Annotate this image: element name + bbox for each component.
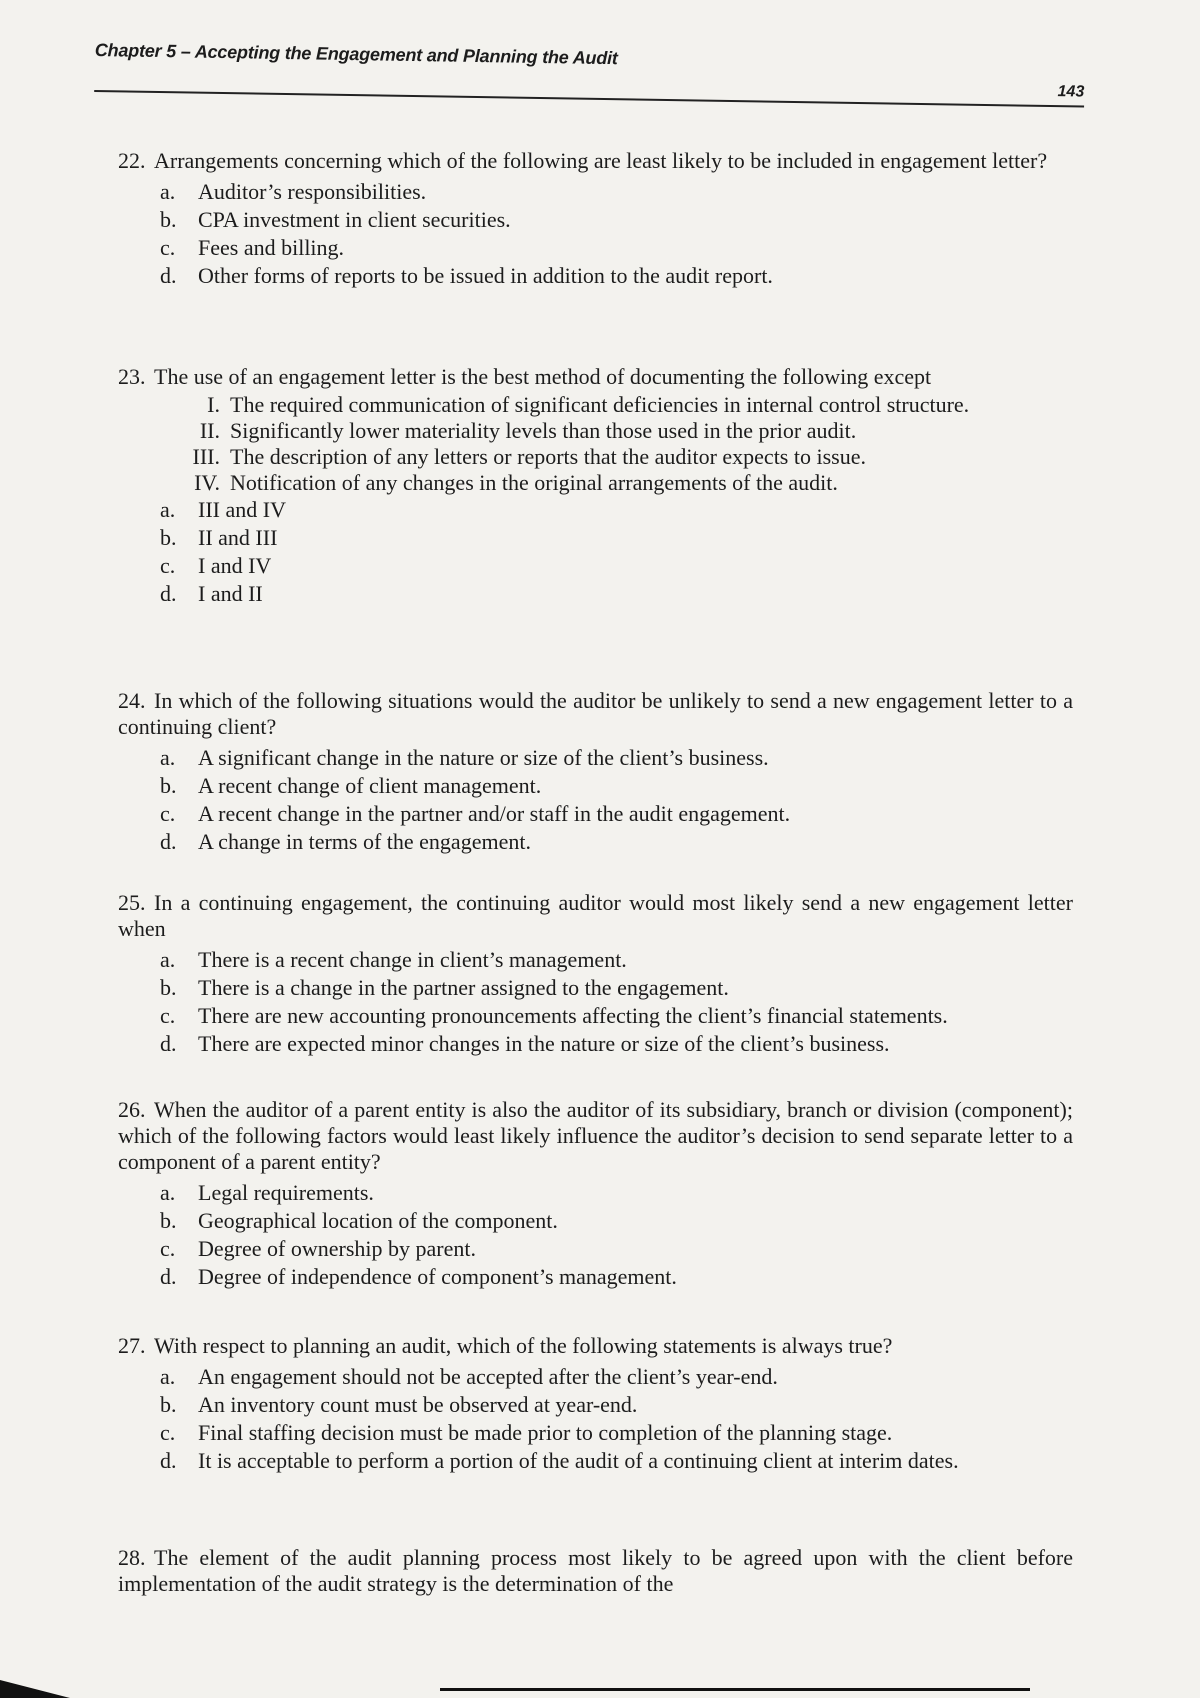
option-text: II and III	[198, 525, 278, 550]
statement-number: III.	[192, 444, 220, 469]
option-letter: d.	[160, 263, 177, 288]
statement-number: I.	[207, 392, 220, 417]
option-letter: c.	[160, 553, 176, 578]
statement-i	[178, 392, 1073, 418]
option-b	[160, 1207, 1073, 1235]
footer-rule	[440, 1688, 1030, 1691]
statement-ii	[178, 418, 1073, 444]
question-22	[118, 148, 1073, 290]
option-letter: b.	[160, 1392, 177, 1417]
roman-statements	[118, 392, 1073, 496]
statement-text: Notification of any changes in the original arrangements of the audit.	[230, 470, 838, 495]
option-c	[160, 1419, 1073, 1447]
question-25	[118, 890, 1073, 1058]
question-text: When the auditor of a parent entity is also the auditor of its subsidiary, branch or division (component); which of the following factors would least likely influence the auditor’s decision to send separate letter to a component of a parent entity?	[118, 1097, 1073, 1174]
option-a	[160, 1179, 1073, 1207]
question-text: The element of the audit planning process most likely to be agreed upon with the client before implementation of the audit strategy is the determination of the	[118, 1545, 1073, 1596]
option-text: There are new accounting pronouncements affecting the client’s financial statements.	[198, 1003, 948, 1028]
statement-text: The description of any letters or reports that the auditor expects to issue.	[230, 444, 866, 469]
option-letter: b.	[160, 1208, 177, 1233]
option-c	[160, 552, 1073, 580]
corner-shadow	[0, 1680, 70, 1698]
answer-options	[118, 496, 1073, 608]
option-text: Degree of independence of component’s management.	[198, 1264, 677, 1289]
answer-options	[118, 1363, 1073, 1475]
option-letter: b.	[160, 773, 177, 798]
question-number: 23.	[118, 364, 146, 389]
option-b	[160, 1391, 1073, 1419]
option-letter: a.	[160, 1180, 176, 1205]
option-letter: d.	[160, 829, 177, 854]
question-text: Arrangements concerning which of the following are least likely to be included in engagement letter?	[154, 148, 1048, 173]
option-letter: d.	[160, 1031, 177, 1056]
option-letter: c.	[160, 1420, 176, 1445]
option-letter: a.	[160, 179, 176, 204]
option-c	[160, 1235, 1073, 1263]
answer-options	[118, 744, 1073, 856]
option-text: A recent change in the partner and/or staff in the audit engagement.	[198, 801, 791, 826]
option-d	[160, 580, 1073, 608]
option-b	[160, 524, 1073, 552]
option-c	[160, 1002, 1073, 1030]
question-text: In a continuing engagement, the continuing auditor would most likely send a new engagement letter when	[118, 890, 1073, 941]
question-number: 26.	[118, 1097, 146, 1122]
option-b	[160, 206, 1073, 234]
option-a	[160, 178, 1073, 206]
page-number: 143	[1057, 83, 1085, 101]
question-27	[118, 1333, 1073, 1475]
option-text: There is a recent change in client’s management.	[198, 947, 627, 972]
question-stem	[118, 1545, 1073, 1597]
option-d	[160, 828, 1073, 856]
option-letter: c.	[160, 235, 176, 260]
option-text: Final staffing decision must be made prior to completion of the planning stage.	[198, 1420, 893, 1445]
answer-options	[118, 946, 1073, 1058]
statement-iii	[178, 444, 1073, 470]
answer-options	[118, 1179, 1073, 1291]
option-text: A significant change in the nature or size of the client’s business.	[198, 745, 769, 770]
option-d	[160, 1030, 1073, 1058]
option-letter: a.	[160, 947, 176, 972]
question-stem	[118, 148, 1073, 174]
question-text: With respect to planning an audit, which of the following statements is always true?	[154, 1333, 893, 1358]
option-a	[160, 1363, 1073, 1391]
statement-text: Significantly lower materiality levels than those used in the prior audit.	[230, 418, 857, 443]
answer-options	[118, 178, 1073, 290]
statement-number: II.	[199, 418, 220, 443]
option-text: Geographical location of the component.	[198, 1208, 558, 1233]
option-a	[160, 496, 1073, 524]
option-b	[160, 772, 1073, 800]
option-letter: c.	[160, 1236, 176, 1261]
question-text: In which of the following situations would the auditor be unlikely to send a new engagement letter to a continuing client?	[118, 688, 1073, 739]
option-a	[160, 744, 1073, 772]
question-number: 22.	[118, 148, 146, 173]
option-text: CPA investment in client securities.	[198, 207, 511, 232]
option-b	[160, 974, 1073, 1002]
option-letter: b.	[160, 207, 177, 232]
running-header	[94, 40, 1085, 116]
option-text: A change in terms of the engagement.	[198, 829, 531, 854]
option-letter: d.	[160, 1264, 177, 1289]
chapter-title: Chapter 5 – Accepting the Engagement and Planning the Audit	[94, 40, 618, 69]
option-letter: b.	[160, 975, 177, 1000]
option-c	[160, 234, 1073, 262]
question-stem	[118, 364, 1073, 390]
option-text: Auditor’s responsibilities.	[198, 179, 427, 204]
question-28	[118, 1545, 1073, 1597]
option-text: There are expected minor changes in the nature or size of the client’s business.	[198, 1031, 890, 1056]
question-stem	[118, 1333, 1073, 1359]
question-23	[118, 364, 1073, 608]
option-letter: d.	[160, 1448, 177, 1473]
option-text: Other forms of reports to be issued in addition to the audit report.	[198, 263, 773, 288]
option-letter: a.	[160, 745, 176, 770]
question-number: 25.	[118, 890, 146, 915]
option-d	[160, 1447, 1073, 1475]
option-letter: a.	[160, 497, 176, 522]
question-stem	[118, 688, 1073, 740]
option-letter: b.	[160, 525, 177, 550]
question-number: 24.	[118, 688, 146, 713]
question-stem	[118, 1097, 1073, 1175]
statement-number: IV.	[194, 470, 220, 495]
option-c	[160, 800, 1073, 828]
question-26	[118, 1097, 1073, 1291]
question-24	[118, 688, 1073, 856]
option-text: An engagement should not be accepted after the client’s year-end.	[198, 1364, 778, 1389]
option-text: I and IV	[198, 553, 272, 578]
option-letter: c.	[160, 801, 176, 826]
option-letter: d.	[160, 581, 177, 606]
option-a	[160, 946, 1073, 974]
option-d	[160, 1263, 1073, 1291]
option-text: It is acceptable to perform a portion of the audit of a continuing client at interim dates.	[198, 1448, 959, 1473]
option-text: There is a change in the partner assigned to the engagement.	[198, 975, 729, 1000]
option-text: A recent change of client management.	[198, 773, 542, 798]
option-text: An inventory count must be observed at year-end.	[198, 1392, 638, 1417]
option-text: Fees and billing.	[198, 235, 345, 260]
option-text: III and IV	[198, 497, 286, 522]
question-text: The use of an engagement letter is the best method of documenting the following except	[154, 364, 932, 389]
option-letter: a.	[160, 1364, 176, 1389]
question-stem	[118, 890, 1073, 942]
option-d	[160, 262, 1073, 290]
header-rule	[94, 90, 1084, 108]
option-text: Legal requirements.	[198, 1180, 374, 1205]
question-number: 28.	[118, 1545, 146, 1570]
statement-iv	[178, 470, 1073, 496]
statement-text: The required communication of significant deficiencies in internal control structure.	[230, 392, 970, 417]
question-number: 27.	[118, 1333, 146, 1358]
option-text: I and II	[198, 581, 263, 606]
option-text: Degree of ownership by parent.	[198, 1236, 476, 1261]
option-letter: c.	[160, 1003, 176, 1028]
